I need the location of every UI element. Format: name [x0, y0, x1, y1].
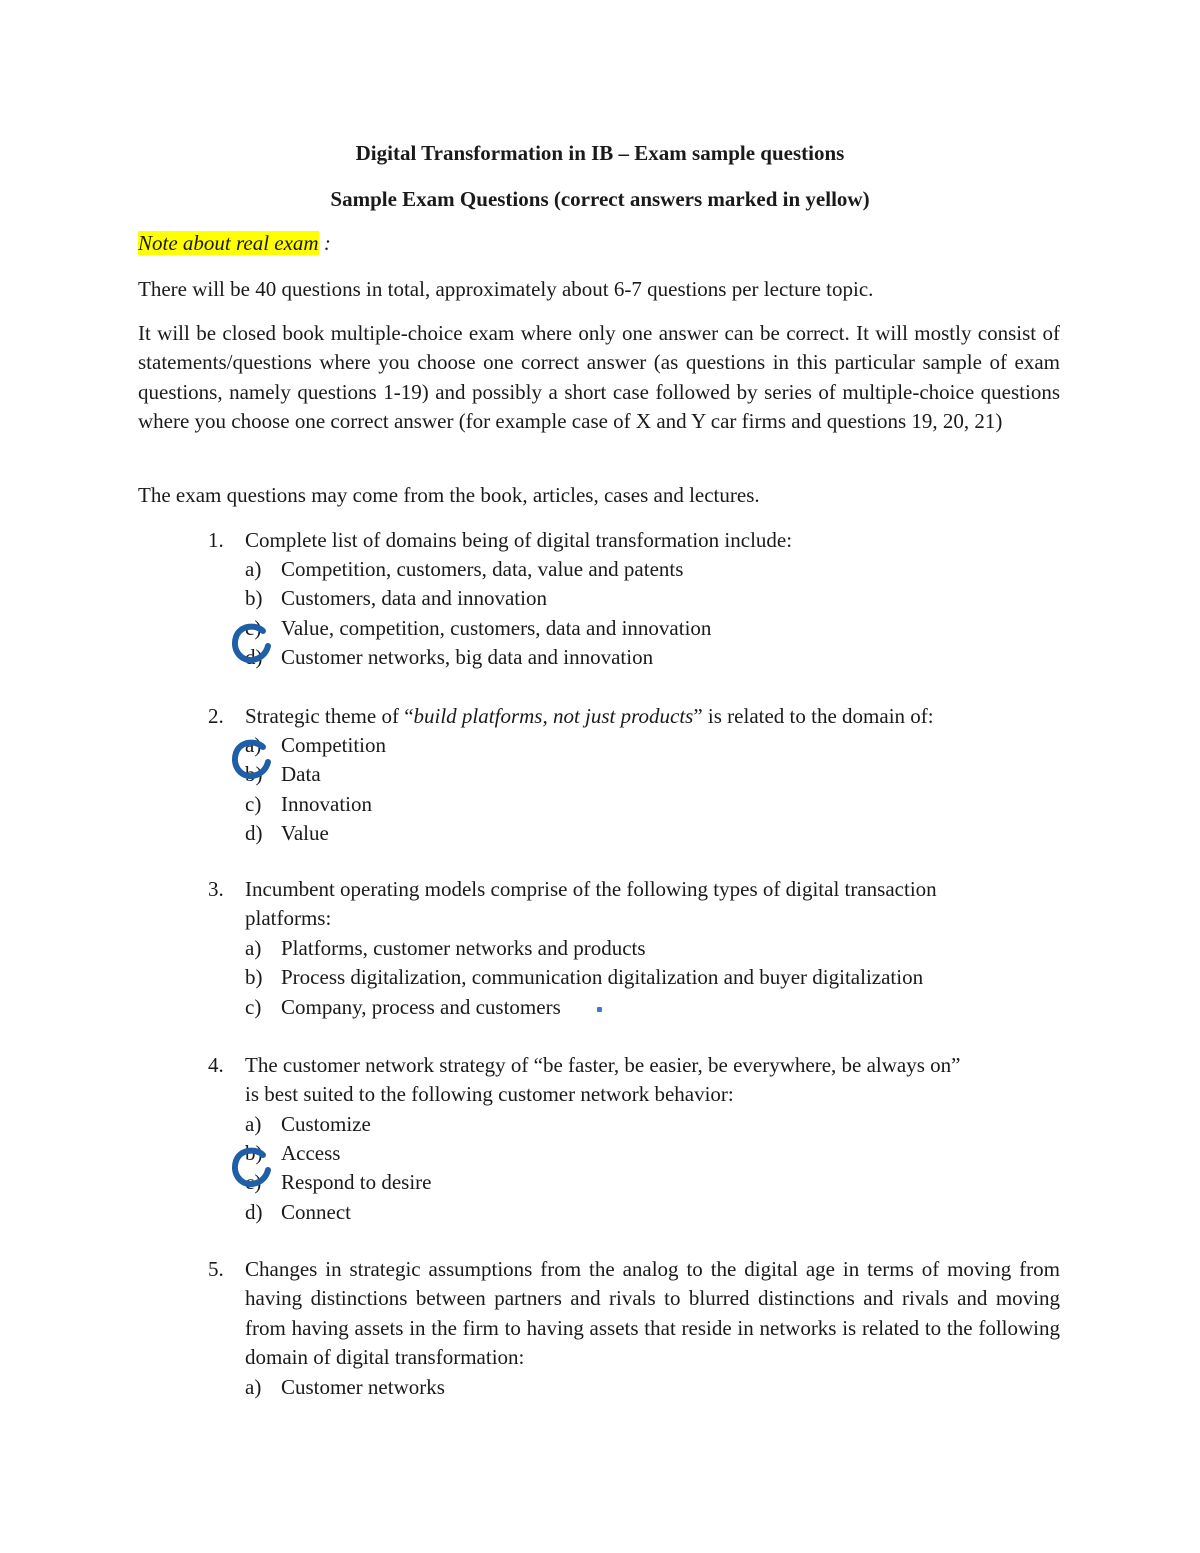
- question-text-post: ” is related to the domain of:: [693, 704, 934, 728]
- question-number: 3.: [208, 877, 224, 901]
- question-text: [245, 702, 1060, 731]
- question-text-line-1: Incumbent operating models comprise of the following types of digital transaction: [245, 877, 937, 901]
- option-text: Data: [281, 762, 321, 786]
- option-text: Customer networks, big data and innovation: [281, 645, 654, 669]
- intro-paragraph-1: There will be 40 questions in total, approximately about 6-7 questions per lecture topic.: [138, 277, 874, 301]
- question-text: [245, 1051, 1060, 1110]
- question-text-line-2: is best suited to the following customer network behavior:: [245, 1082, 734, 1107]
- option-text: Value, competition, customers, data and innovation: [281, 616, 712, 640]
- handwritten-circle-mark-icon: [230, 622, 274, 666]
- option-text: Customers, data and innovation: [281, 586, 547, 610]
- option-letter: d): [245, 1200, 263, 1224]
- option-text: Platforms, customer networks and products: [281, 936, 646, 960]
- option-letter: c): [245, 995, 262, 1019]
- stray-pen-dot: [597, 1007, 602, 1012]
- question-text: Complete list of domains being of digital transformation include:: [245, 528, 793, 552]
- option-letter: c): [245, 1170, 262, 1194]
- question-text: [245, 875, 1060, 934]
- page-title: Digital Transformation in IB – Exam sample questions: [355, 141, 845, 165]
- question-text: Changes in strategic assumptions from the analog to the digital age in terms of moving from having distinctions between partners and rivals to blurred distinctions and rivals and moving from having assets in the firm to having assets that reside in networks is related to the following domain of digital transformation:: [245, 1257, 1060, 1370]
- option-letter: a): [245, 557, 262, 581]
- option-letter: b): [245, 586, 263, 610]
- option-text: Customize: [281, 1112, 371, 1136]
- option-text: Access: [281, 1141, 341, 1165]
- intro-paragraph-3: The exam questions may come from the book, articles, cases and lectures.: [138, 483, 760, 507]
- question-text-pre: Strategic theme of “: [245, 704, 414, 728]
- note-label-highlight: Note about real exam: [138, 231, 319, 255]
- option-text: Innovation: [281, 792, 372, 816]
- option-letter: b): [245, 762, 263, 786]
- question-number: 5.: [208, 1257, 224, 1281]
- option-letter: c): [245, 792, 262, 816]
- option-text: Value: [281, 821, 329, 845]
- option-letter: b): [245, 965, 263, 989]
- intro-paragraph-2: It will be closed book multiple-choice exam where only one answer can be correct. It will mostly consist of statements/questions where you choose one correct answer (as questions in this particular sample of exam questions, namely questions 1-19) and possibly a short case followed by series of multiple-choice questions where you choose one correct answer (for example case of X and Y car firms and questions 19, 20, 21): [138, 321, 1060, 434]
- question-text-line-2: platforms:: [245, 906, 332, 931]
- option-letter: d): [245, 821, 263, 845]
- option-text: Respond to desire: [281, 1170, 432, 1194]
- handwritten-circle-mark-icon: [230, 1146, 274, 1190]
- option-letter: d): [245, 645, 263, 669]
- option-text: Customer networks: [281, 1375, 445, 1399]
- option-letter: a): [245, 1112, 262, 1136]
- option-letter: a): [245, 1375, 262, 1399]
- option-letter: c): [245, 616, 262, 640]
- option-text: Company, process and customers: [281, 995, 561, 1019]
- question-number: 1.: [208, 528, 224, 552]
- option-text: Process digitalization, communication digitalization and buyer digitalization: [281, 965, 924, 989]
- note-heading: [138, 231, 331, 256]
- option-text: Competition, customers, data, value and patents: [281, 557, 684, 581]
- option-letter: a): [245, 936, 262, 960]
- handwritten-circle-mark-icon: [230, 738, 274, 782]
- option-letter: b): [245, 1141, 263, 1165]
- option-text: Connect: [281, 1200, 351, 1224]
- question-number: 4.: [208, 1053, 224, 1077]
- question-text-line-1: The customer network strategy of “be faster, be easier, be everywhere, be always on”: [245, 1053, 961, 1077]
- question-text-emphasis: build platforms, not just products: [413, 704, 694, 728]
- note-colon: :: [318, 231, 331, 255]
- option-text: Competition: [281, 733, 386, 757]
- question-number: 2.: [208, 704, 224, 728]
- page-subtitle: Sample Exam Questions (correct answers marked in yellow): [330, 187, 870, 211]
- option-letter: a): [245, 733, 262, 757]
